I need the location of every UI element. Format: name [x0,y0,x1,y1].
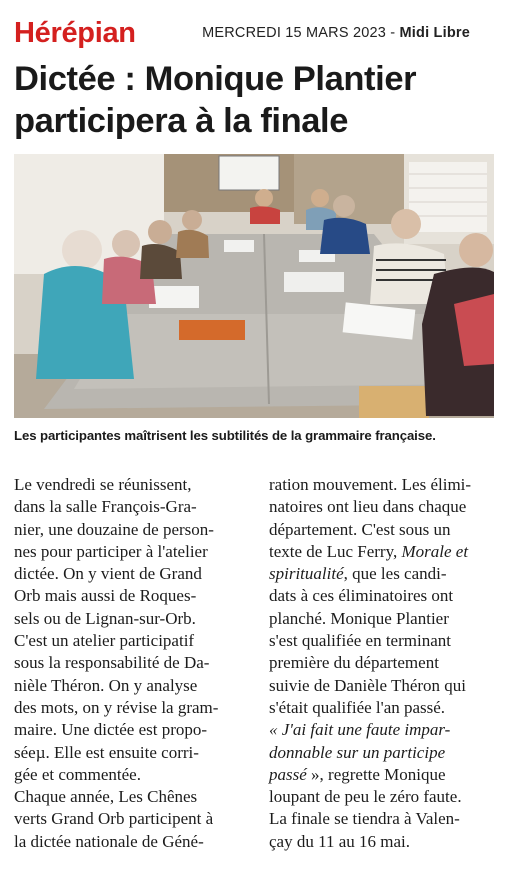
article-line [269,585,498,607]
italic-text-run: donnable sur un participe [269,742,446,762]
article-line: nier, une douzaine de person- [14,519,214,539]
text-run: loupant de peu le zéro faute. [269,787,462,807]
article-line: Le vendredi se réunissent, [14,475,192,494]
article-line [269,608,498,630]
article-line: Chaque année, Les Chênes [14,787,198,807]
newspaper-name: Midi Libre [399,25,470,41]
article-line [269,808,498,830]
dateline [202,25,470,41]
article-line [269,675,498,697]
article-header [14,16,492,50]
article-line: nes pour participer à l'atelier [14,541,208,561]
text-run: texte de Luc Ferry, [269,541,402,561]
text-run: », regrette Monique [306,764,446,784]
article-line: sels ou de Lignan-sur-Orb. [14,608,196,628]
article-line: C'est un atelier participatif [14,631,195,651]
article-line [269,630,498,652]
article-line [269,719,498,741]
text-run: suivie de Danièle Théron qui [269,675,467,695]
article-photo [14,154,494,418]
text-run: natoires ont lieu dans chaque [269,497,467,517]
article-line: la dictée nationale de Géné- [14,831,204,851]
headline-line-1: Dictée : Monique Plantier [14,60,417,98]
article-line [269,786,498,808]
article-line [269,697,498,719]
text-run: dats à ces éliminatoires ont [269,586,454,606]
article-column-right [269,474,498,853]
article-line [269,519,498,541]
headline-line-2: participera à la finale [14,102,349,140]
article-line: des mots, on y révise la gram- [14,697,219,717]
text-run: première du département [269,653,439,673]
article-column-left [14,474,247,853]
publication-date: MERCREDI 15 MARS 2023 - [202,25,396,41]
text-run: La finale se tiendra à Valen- [269,809,460,829]
article-line: Orb mais aussi de Roques- [14,586,197,606]
italic-text-run: « J'ai fait une faute impar- [269,720,451,740]
article-line: verts Grand Orb participent à [14,809,214,829]
town-name: Hérépian [14,17,136,49]
article-line [269,764,498,786]
headline [14,58,494,142]
text-run: s'est qualifiée en terminant [269,631,451,651]
article-line [269,541,498,563]
italic-text-run: passé [269,764,307,784]
text-run: planché. Monique Plantier [269,608,449,628]
text-run: çay du 11 au 16 mai. [269,831,410,851]
photo-caption: Les participantes maîtrisent les subtilités de la grammaire française. [14,428,436,443]
article-line: sous la responsabilité de Da- [14,653,210,673]
article-line [269,831,498,853]
text-run: s'était qualifiée l'an passé. [269,697,446,717]
article-line: nièle Théron. On y analyse [14,675,198,695]
article-line: gée et commentée. [14,764,141,784]
article-line: dictée. On y vient de Grand [14,564,202,584]
text-run: département. C'est sous un [269,519,451,539]
article-line: dans la salle François-Gra- [14,497,197,517]
italic-text-run: Morale et [401,541,469,561]
article-line [269,474,498,496]
article-line [269,563,498,585]
article-line [269,496,498,518]
text-run: ration mouvement. Les élimi- [269,475,472,494]
article-line [269,742,498,764]
italic-text-run: spiritualité [269,564,344,584]
text-run: , que les candi- [343,564,447,584]
article-line [269,652,498,674]
photo-illustration [14,154,494,418]
article-line: maire. Une dictée est propo- [14,720,208,740]
article-line: séeµ. Elle est ensuite corri- [14,742,199,762]
